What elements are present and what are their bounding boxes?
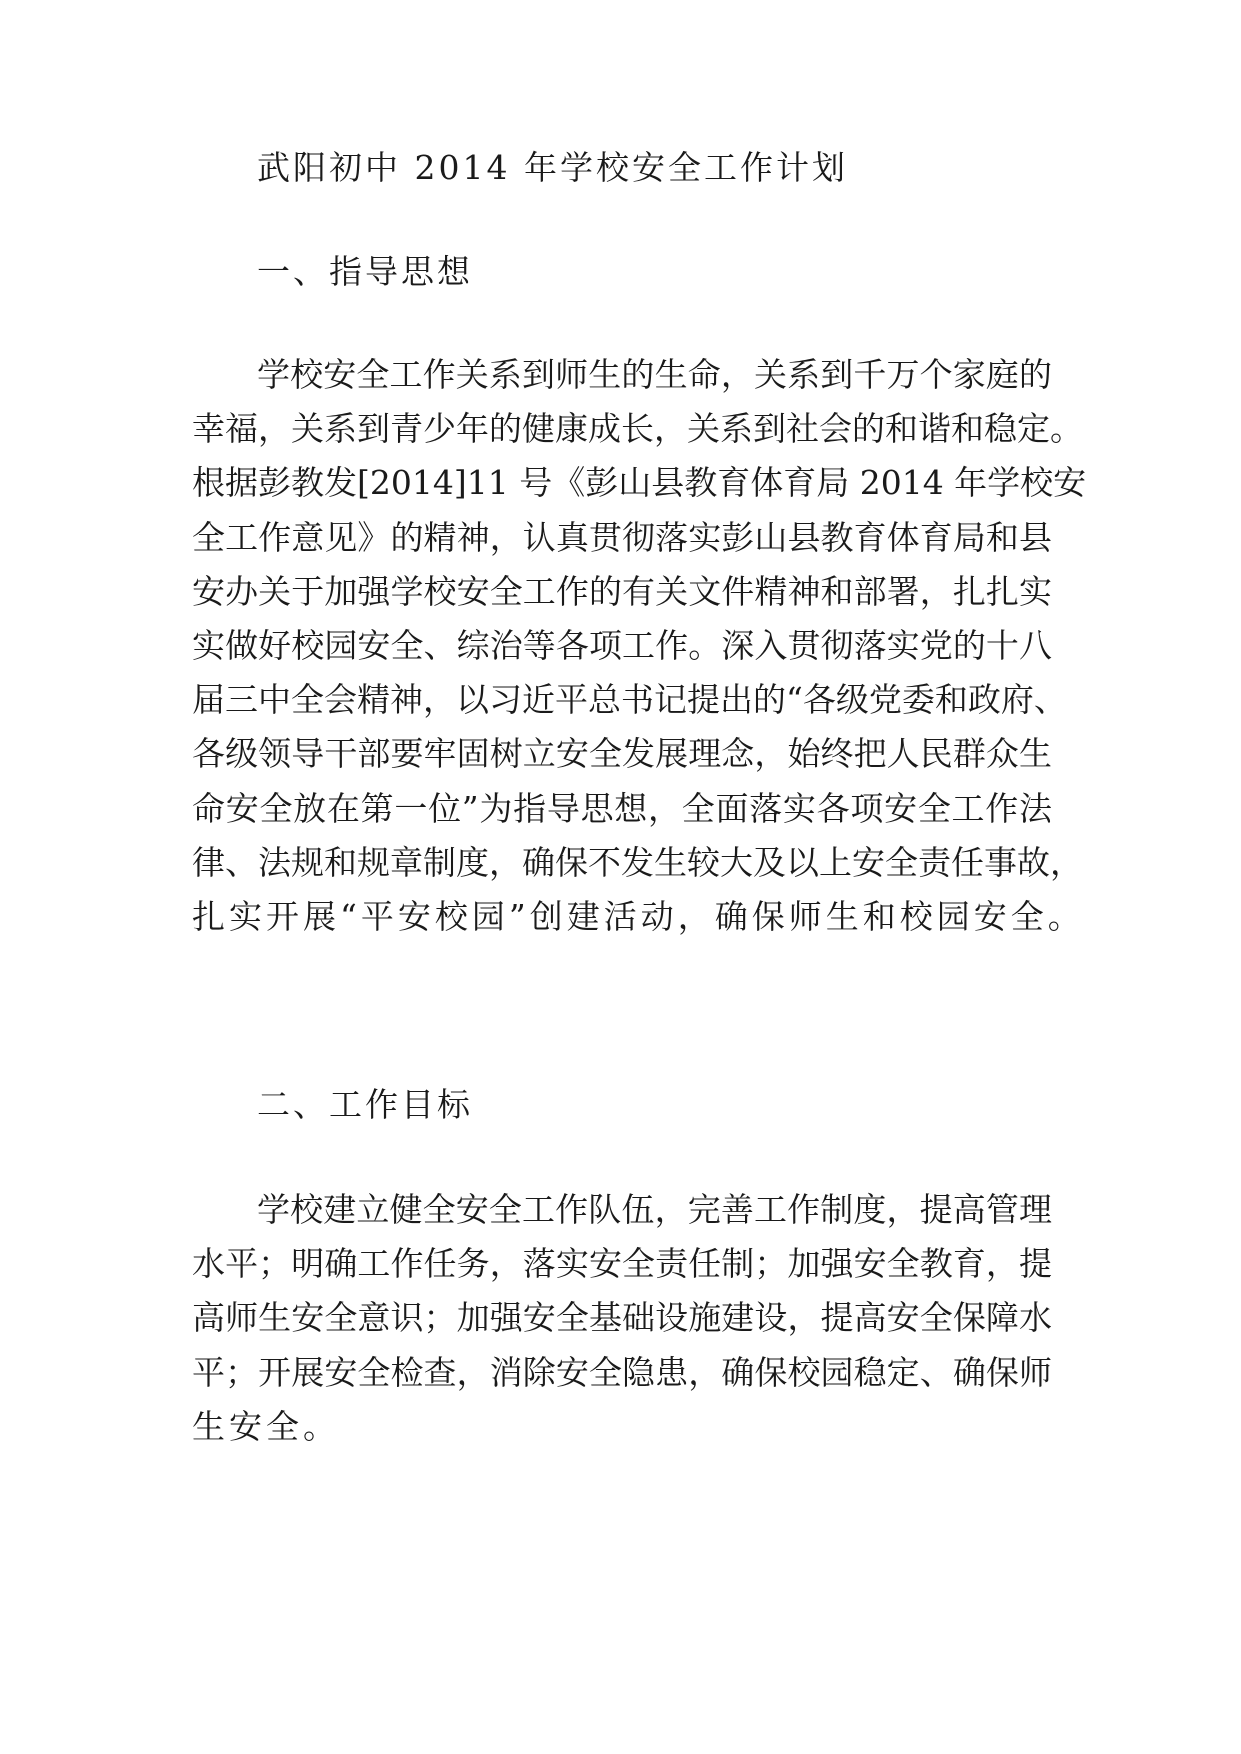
- text-line: 学校安全工作关系到师生的生命，关系到千万个家庭的: [257, 355, 1052, 394]
- section-heading-work-goals: 二、工作目标: [257, 1085, 473, 1124]
- text-line: 生安全。: [192, 1406, 340, 1446]
- text-line: 命安全放在第一位”为指导思想，全面落实各项安全工作法: [192, 788, 1052, 828]
- text-line: 根据彭教发[2014]11 号《彭山县教育体育局 2014 年学校安: [192, 463, 1087, 503]
- paragraph-guiding-ideology: [192, 355, 1087, 951]
- text-line: 扎实开展“平安校园”创建活动，确保师生和校园安全。: [192, 896, 1085, 936]
- text-line: 安办关于加强学校安全工作的有关文件精神和部署，扎扎实: [192, 571, 1052, 611]
- text-line: 律、法规和规章制度，确保不发生较大及以上安全责任事故，: [192, 842, 1083, 882]
- text-line: 平；开展安全检查，消除安全隐患，确保校园稳定、确保师: [192, 1352, 1052, 1392]
- text-line: 幸福，关系到青少年的健康成长，关系到社会的和谐和稳定。: [192, 409, 1083, 449]
- paragraph-work-goals: [192, 1190, 1052, 1461]
- text-line: 高师生安全意识；加强安全基础设施建设，提高安全保障水: [192, 1298, 1052, 1338]
- section-heading-guiding-ideology: 一、指导思想: [257, 252, 473, 291]
- text-line: 水平；明确工作任务，落实安全责任制；加强安全教育，提: [192, 1244, 1052, 1284]
- text-line: 实做好校园安全、综治等各项工作。深入贯彻落实党的十八: [192, 625, 1052, 665]
- text-line: 各级领导干部要牢固树立安全发展理念，始终把人民群众生: [192, 734, 1052, 774]
- text-line: 届三中全会精神，以习近平总书记提出的“各级党委和政府、: [192, 680, 1067, 720]
- text-line: 学校建立健全安全工作队伍，完善工作制度，提高管理: [257, 1190, 1052, 1229]
- text-line: 全工作意见》的精神，认真贯彻落实彭山县教育体育局和县: [192, 517, 1052, 557]
- document-title: 武阳初中 2014 年学校安全工作计划: [257, 148, 848, 187]
